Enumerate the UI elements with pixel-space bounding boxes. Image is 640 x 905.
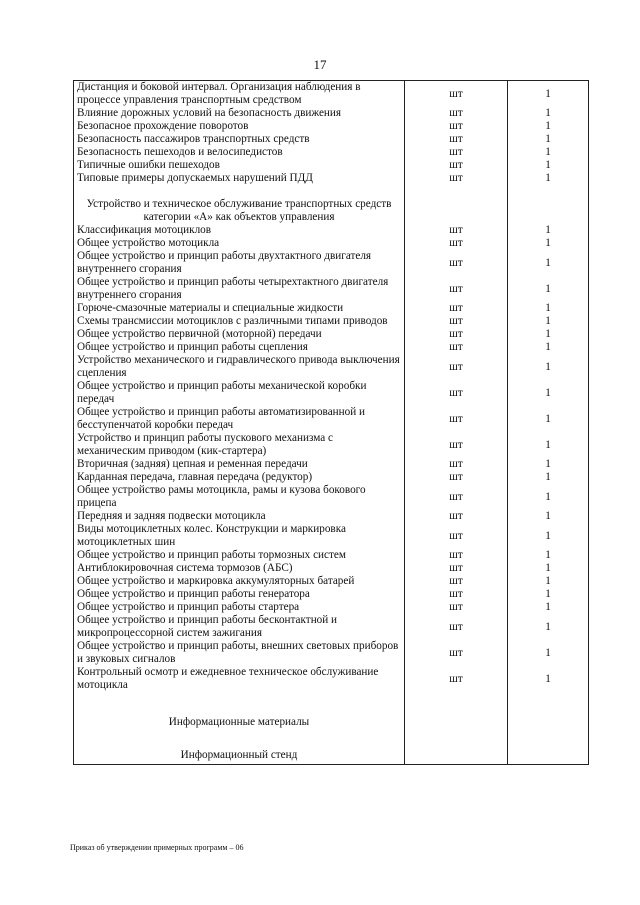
item-quantity: 1 xyxy=(508,510,589,523)
item-name: Схемы трансмиссии мотоциклов с различными типами приводов xyxy=(74,315,405,328)
table-row xyxy=(74,107,589,120)
item-unit: шт xyxy=(405,328,508,341)
empty-cell xyxy=(74,692,405,712)
item-unit: шт xyxy=(405,484,508,510)
spacer-row xyxy=(74,729,589,749)
item-quantity: 1 xyxy=(508,146,589,159)
item-unit: шт xyxy=(405,432,508,458)
item-quantity: 1 xyxy=(508,458,589,471)
item-name: Карданная передача, главная передача (редуктор) xyxy=(74,471,405,484)
table-row xyxy=(74,354,589,380)
item-quantity: 1 xyxy=(508,666,589,692)
equipment-table xyxy=(73,80,589,765)
page-number: 17 xyxy=(313,57,327,72)
equipment-table-body xyxy=(74,81,589,765)
section-title: Устройство и техническое обслуживание транспортных средств категории «А» как объектов управления xyxy=(74,198,405,224)
item-name: Общее устройство и принцип работы двухтактного двигателя внутреннего сгорания xyxy=(74,250,405,276)
item-unit: шт xyxy=(405,588,508,601)
item-quantity: 1 xyxy=(508,354,589,380)
item-name: Вторичная (задняя) цепная и ременная передачи xyxy=(74,458,405,471)
item-unit: шт xyxy=(405,601,508,614)
item-unit: шт xyxy=(405,224,508,237)
item-quantity: 1 xyxy=(508,380,589,406)
item-quantity: 1 xyxy=(508,432,589,458)
item-quantity: 1 xyxy=(508,159,589,172)
table-row xyxy=(74,133,589,146)
item-quantity: 1 xyxy=(508,224,589,237)
empty-cell xyxy=(405,185,508,198)
heading-row xyxy=(74,712,589,729)
item-name: Виды мотоциклетных колес. Конструкции и маркировка мотоциклетных шин xyxy=(74,523,405,549)
item-quantity: 1 xyxy=(508,302,589,315)
table-row xyxy=(74,640,589,666)
item-unit: шт xyxy=(405,562,508,575)
item-quantity: 1 xyxy=(508,614,589,640)
item-name: Общее устройство и принцип работы тормозных систем xyxy=(74,549,405,562)
item-quantity: 1 xyxy=(508,237,589,250)
item-unit: шт xyxy=(405,458,508,471)
item-name: Типовые примеры допускаемых нарушений ПДД xyxy=(74,172,405,185)
table-row xyxy=(74,523,589,549)
item-unit: шт xyxy=(405,510,508,523)
item-unit: шт xyxy=(405,640,508,666)
item-quantity: 1 xyxy=(508,406,589,432)
item-quantity: 1 xyxy=(508,484,589,510)
item-quantity: 1 xyxy=(508,640,589,666)
empty-cell xyxy=(405,198,508,224)
item-unit: шт xyxy=(405,614,508,640)
item-name: Общее устройство и принцип работы бесконтактной и микропроцессорной систем зажигания xyxy=(74,614,405,640)
empty-cell xyxy=(508,749,589,765)
item-unit: шт xyxy=(405,120,508,133)
empty-cell xyxy=(405,749,508,765)
table-row xyxy=(74,81,589,108)
item-name: Безопасность пассажиров транспортных средств xyxy=(74,133,405,146)
item-name: Влияние дорожных условий на безопасность движения xyxy=(74,107,405,120)
item-unit: шт xyxy=(405,133,508,146)
item-name: Безопасное прохождение поворотов xyxy=(74,120,405,133)
item-quantity: 1 xyxy=(508,172,589,185)
item-quantity: 1 xyxy=(508,120,589,133)
empty-cell xyxy=(508,712,589,729)
item-name: Дистанция и боковой интервал. Организация наблюдения в процессе управления транспортным средством xyxy=(74,81,405,108)
table-row xyxy=(74,562,589,575)
item-quantity: 1 xyxy=(508,81,589,108)
item-name: Общее устройство и принцип работы четырехтактного двигателя внутреннего сгорания xyxy=(74,276,405,302)
table-row xyxy=(74,549,589,562)
item-quantity: 1 xyxy=(508,250,589,276)
item-name: Общее устройство и принцип работы стартера xyxy=(74,601,405,614)
item-name: Общее устройство рамы мотоцикла, рамы и кузова бокового прицепа xyxy=(74,484,405,510)
item-name: Общее устройство первичной (моторной) передачи xyxy=(74,328,405,341)
item-name: Общее устройство мотоцикла xyxy=(74,237,405,250)
spacer-row xyxy=(74,692,589,712)
item-quantity: 1 xyxy=(508,341,589,354)
empty-cell xyxy=(74,185,405,198)
table-row xyxy=(74,601,589,614)
heading-row xyxy=(74,749,589,765)
empty-cell xyxy=(508,729,589,749)
table-row xyxy=(74,510,589,523)
item-quantity: 1 xyxy=(508,133,589,146)
item-quantity: 1 xyxy=(508,107,589,120)
table-row xyxy=(74,432,589,458)
section-heading: Информационные материалы xyxy=(74,712,405,729)
table-row xyxy=(74,380,589,406)
item-name: Устройство и принцип работы пускового механизма с механическим приводом (кик-стартера) xyxy=(74,432,405,458)
table-row xyxy=(74,458,589,471)
table-row xyxy=(74,575,589,588)
table-row xyxy=(74,237,589,250)
table-row xyxy=(74,666,589,692)
item-unit: шт xyxy=(405,107,508,120)
item-name: Передняя и задняя подвески мотоцикла xyxy=(74,510,405,523)
table-row xyxy=(74,471,589,484)
footer-note: Приказ об утверждении примерных программ – 06 xyxy=(70,843,244,852)
item-unit: шт xyxy=(405,471,508,484)
table-row xyxy=(74,328,589,341)
table-row xyxy=(74,224,589,237)
empty-cell xyxy=(405,729,508,749)
item-name: Общее устройство и принцип работы сцепления xyxy=(74,341,405,354)
item-quantity: 1 xyxy=(508,588,589,601)
table-row xyxy=(74,614,589,640)
table-row xyxy=(74,120,589,133)
spacer-row xyxy=(74,185,589,198)
item-quantity: 1 xyxy=(508,523,589,549)
item-unit: шт xyxy=(405,159,508,172)
table-row xyxy=(74,588,589,601)
item-unit: шт xyxy=(405,81,508,108)
item-quantity: 1 xyxy=(508,575,589,588)
item-unit: шт xyxy=(405,575,508,588)
table-row xyxy=(74,484,589,510)
empty-cell xyxy=(74,729,405,749)
item-unit: шт xyxy=(405,380,508,406)
table-row xyxy=(74,315,589,328)
item-unit: шт xyxy=(405,302,508,315)
empty-cell xyxy=(508,185,589,198)
item-unit: шт xyxy=(405,549,508,562)
table-row xyxy=(74,146,589,159)
item-quantity: 1 xyxy=(508,562,589,575)
table-row xyxy=(74,250,589,276)
empty-cell xyxy=(405,692,508,712)
item-name: Безопасность пешеходов и велосипедистов xyxy=(74,146,405,159)
item-unit: шт xyxy=(405,406,508,432)
item-unit: шт xyxy=(405,523,508,549)
table-row xyxy=(74,406,589,432)
item-unit: шт xyxy=(405,354,508,380)
item-name: Устройство механического и гидравлического привода выключения сцепления xyxy=(74,354,405,380)
item-unit: шт xyxy=(405,172,508,185)
table-row xyxy=(74,276,589,302)
item-unit: шт xyxy=(405,146,508,159)
empty-cell xyxy=(405,712,508,729)
empty-cell xyxy=(508,198,589,224)
item-unit: шт xyxy=(405,276,508,302)
empty-cell xyxy=(508,692,589,712)
item-quantity: 1 xyxy=(508,471,589,484)
section-row xyxy=(74,198,589,224)
item-unit: шт xyxy=(405,237,508,250)
item-unit: шт xyxy=(405,315,508,328)
section-heading: Информационный стенд xyxy=(74,749,405,765)
item-name: Классификация мотоциклов xyxy=(74,224,405,237)
item-name: Общее устройство и принцип работы механической коробки передач xyxy=(74,380,405,406)
table-row xyxy=(74,159,589,172)
item-quantity: 1 xyxy=(508,328,589,341)
item-name: Горюче-смазочные материалы и специальные жидкости xyxy=(74,302,405,315)
item-unit: шт xyxy=(405,250,508,276)
item-name: Общее устройство и принцип работы автоматизированной и бесступенчатой коробки передач xyxy=(74,406,405,432)
item-name: Общее устройство и принцип работы генератора xyxy=(74,588,405,601)
item-quantity: 1 xyxy=(508,276,589,302)
item-name: Общее устройство и принцип работы, внешних световых приборов и звуковых сигналов xyxy=(74,640,405,666)
item-quantity: 1 xyxy=(508,549,589,562)
item-name: Контрольный осмотр и ежедневное техническое обслуживание мотоцикла xyxy=(74,666,405,692)
item-name: Типичные ошибки пешеходов xyxy=(74,159,405,172)
item-quantity: 1 xyxy=(508,315,589,328)
item-unit: шт xyxy=(405,341,508,354)
table-row xyxy=(74,341,589,354)
item-name: Антиблокировочная система тормозов (АБС) xyxy=(74,562,405,575)
item-quantity: 1 xyxy=(508,601,589,614)
item-name: Общее устройство и маркировка аккумуляторных батарей xyxy=(74,575,405,588)
table-row xyxy=(74,172,589,185)
table-row xyxy=(74,302,589,315)
item-unit: шт xyxy=(405,666,508,692)
